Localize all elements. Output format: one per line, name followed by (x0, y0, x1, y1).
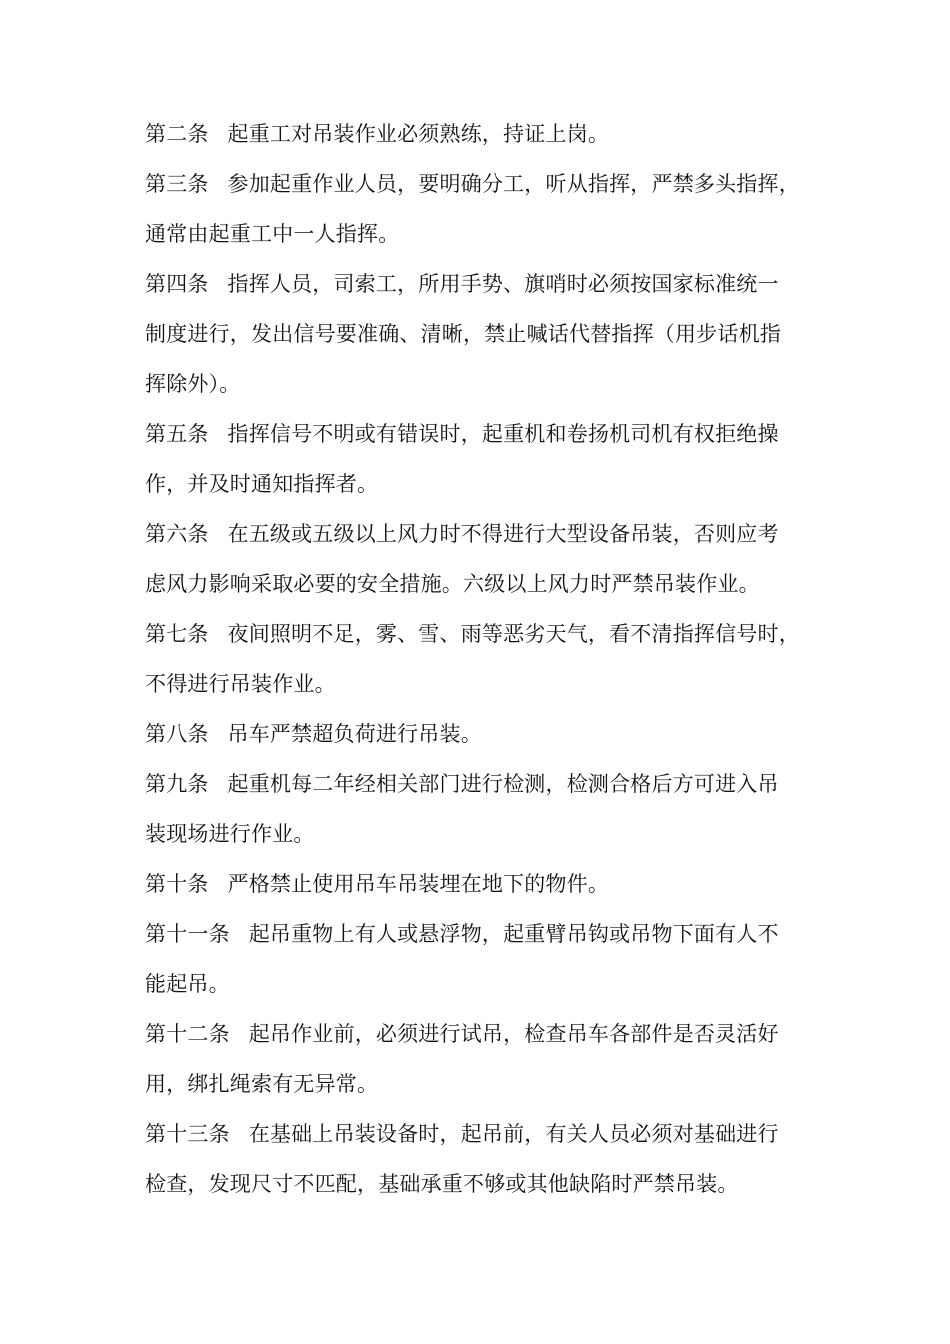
article-text: 起重工对吊装作业必须熟练，持证上岗。 (227, 122, 610, 146)
article-label: 第五条 (145, 422, 209, 446)
article-text: 严格禁止使用吊车吊装埋在地下的物件。 (227, 872, 610, 896)
article-label: 第八条 (145, 722, 209, 746)
article-text: 夜间照明不足，雾、雪、雨等恶劣天气，看不清指挥信号时， (227, 622, 800, 646)
article-text: 指挥信号不明或有错误时，起重机和卷扬机司机有权拒绝操 (227, 422, 779, 446)
article-12-line-2: 用，绑扎绳索有无异常。 (145, 1072, 379, 1096)
article-13-line-1 (145, 1114, 809, 1164)
article-11-line-1 (145, 914, 809, 964)
article-label: 第七条 (145, 622, 209, 646)
article-label: 第十条 (145, 872, 209, 896)
article-text: 起吊作业前，必须进行试吊，检查吊车各部件是否灵活好 (248, 1022, 779, 1046)
article-9-line-2: 装现场进行作业。 (145, 822, 315, 846)
article-text: 吊车严禁超负荷进行吊装。 (227, 722, 482, 746)
article-label: 第九条 (145, 772, 209, 796)
article-text: 起重机每二年经相关部门进行检测，检测合格后方可进入吊 (227, 772, 779, 796)
article-label: 第二条 (145, 122, 209, 146)
regulation-text (145, 114, 809, 1214)
article-3-line-1 (145, 164, 809, 214)
article-text: 在五级或五级以上风力时不得进行大型设备吊装，否则应考 (227, 522, 779, 546)
article-5-line-2: 作，并及时通知指挥者。 (145, 472, 379, 496)
article-4-line-2: 制度进行，发出信号要准确、清晰，禁止喊话代替指挥（用步话机指 (145, 322, 781, 346)
article-label: 第四条 (145, 272, 209, 296)
article-7-line-2: 不得进行吊装作业。 (145, 672, 336, 696)
article-text: 在基础上吊装设备时，起吊前，有关人员必须对基础进行 (248, 1122, 779, 1146)
article-label: 第六条 (145, 522, 209, 546)
article-6-line-2: 虑风力影响采取必要的安全措施。六级以上风力时严禁吊装作业。 (145, 572, 760, 596)
article-5-line-1 (145, 414, 809, 464)
article-label: 第十二条 (145, 1022, 230, 1046)
article-13-line-2: 检查，发现尺寸不匹配，基础承重不够或其他缺陷时严禁吊装。 (145, 1172, 739, 1196)
article-3-line-2: 通常由起重工中一人指挥。 (145, 222, 400, 246)
article-text: 指挥人员，司索工，所用手势、旗哨时必须按国家标准统一 (227, 272, 779, 296)
article-label: 第十三条 (145, 1122, 230, 1146)
article-12-line-1 (145, 1014, 809, 1064)
article-text: 参加起重作业人员，要明确分工，听从指挥，严禁多头指挥， (227, 172, 800, 196)
article-6-line-1 (145, 514, 809, 564)
article-9-line-1 (145, 764, 809, 814)
article-7-line-1 (145, 614, 809, 664)
article-11-line-2: 能起吊。 (145, 972, 230, 996)
article-label: 第十一条 (145, 922, 230, 946)
article-2-line-1 (145, 114, 809, 164)
article-8-line-1 (145, 714, 809, 764)
article-label: 第三条 (145, 172, 209, 196)
article-10-line-1 (145, 864, 809, 914)
article-4-line-3: 挥除外）。 (145, 372, 241, 396)
article-4-line-1 (145, 264, 809, 314)
article-text: 起吊重物上有人或悬浮物，起重臂吊钩或吊物下面有人不 (248, 922, 779, 946)
